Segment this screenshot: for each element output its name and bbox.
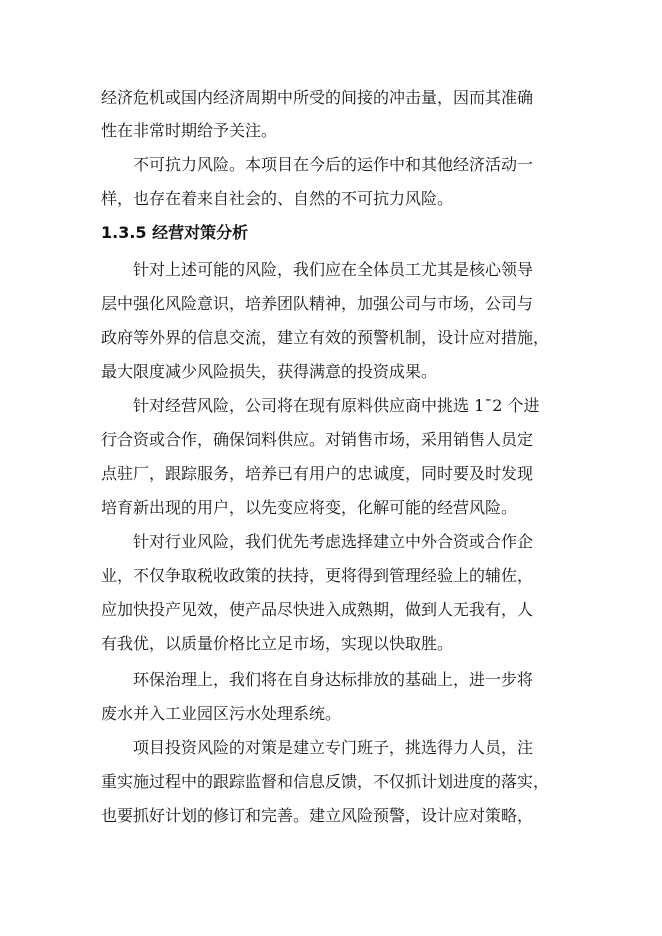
text-line-19: 废水并入工业园区污水处理系统。 — [101, 704, 342, 723]
text-line-9: 最大限度减少风险损失，获得满意的投资成果。 — [101, 362, 438, 381]
text-line-15: 业，不仅争取税收政策的扶持，更将得到管理经验上的辅佐， — [101, 566, 534, 585]
text-line-16: 应加快投产见效，使产品尽快进入成熟期，做到人无我有，人 — [101, 600, 534, 619]
text-line-12: 点驻厂，跟踪服务，培养已有用户的忠诚度，同时要及时发现 — [101, 464, 534, 483]
text-line-21: 重实施过程中的跟踪监督和信息反馈，不仅抓计划进度的落实， — [101, 772, 550, 791]
text-line-11: 行合资或合作，确保饲料供应。对销售市场，采用销售人员定 — [101, 430, 534, 449]
text-line-1: 经济危机或国内经济周期中所受的间接的冲击量，因而其准确 — [101, 88, 534, 107]
text-line-14: 针对行业风险，我们优先考虑选择建立中外合资或合作企 — [133, 532, 534, 551]
text-line-6: 针对上述可能的风险，我们应在全体员工尤其是核心领导 — [133, 260, 534, 279]
text-line-20: 项目投资风险的对策是建立专门班子，挑选得力人员，注 — [133, 738, 534, 757]
text-line-10: 针对经营风险，公司将在现有原料供应商中挑选 1¯2 个进 — [133, 396, 540, 415]
text-line-4: 样，也存在着来自社会的、自然的不可抗力风险。 — [101, 189, 454, 208]
text-line-22: 也要抓好计划的修订和完善。建立风险预警，设计应对策略， — [101, 806, 534, 825]
text-line-8: 政府等外界的信息交流，建立有效的预警机制，设计应对措施， — [101, 328, 550, 347]
text-line-13: 培育新出现的用户，以先变应将变，化解可能的经营风险。 — [101, 498, 518, 517]
text-line-2: 性在非常时期给予关注。 — [101, 121, 278, 140]
text-line-17: 有我优，以质量价格比立足市场，实现以快取胜。 — [101, 634, 454, 653]
section-heading: 1.3.5 经营对策分析 — [101, 223, 249, 242]
text-line-18: 环保治理上，我们将在自身达标排放的基础上，进一步将 — [133, 670, 534, 689]
text-line-7: 层中强化风险意识，培养团队精神，加强公司与市场，公司与 — [101, 294, 534, 313]
text-line-3: 不可抗力风险。本项目在今后的运作中和其他经济活动一 — [133, 155, 534, 174]
